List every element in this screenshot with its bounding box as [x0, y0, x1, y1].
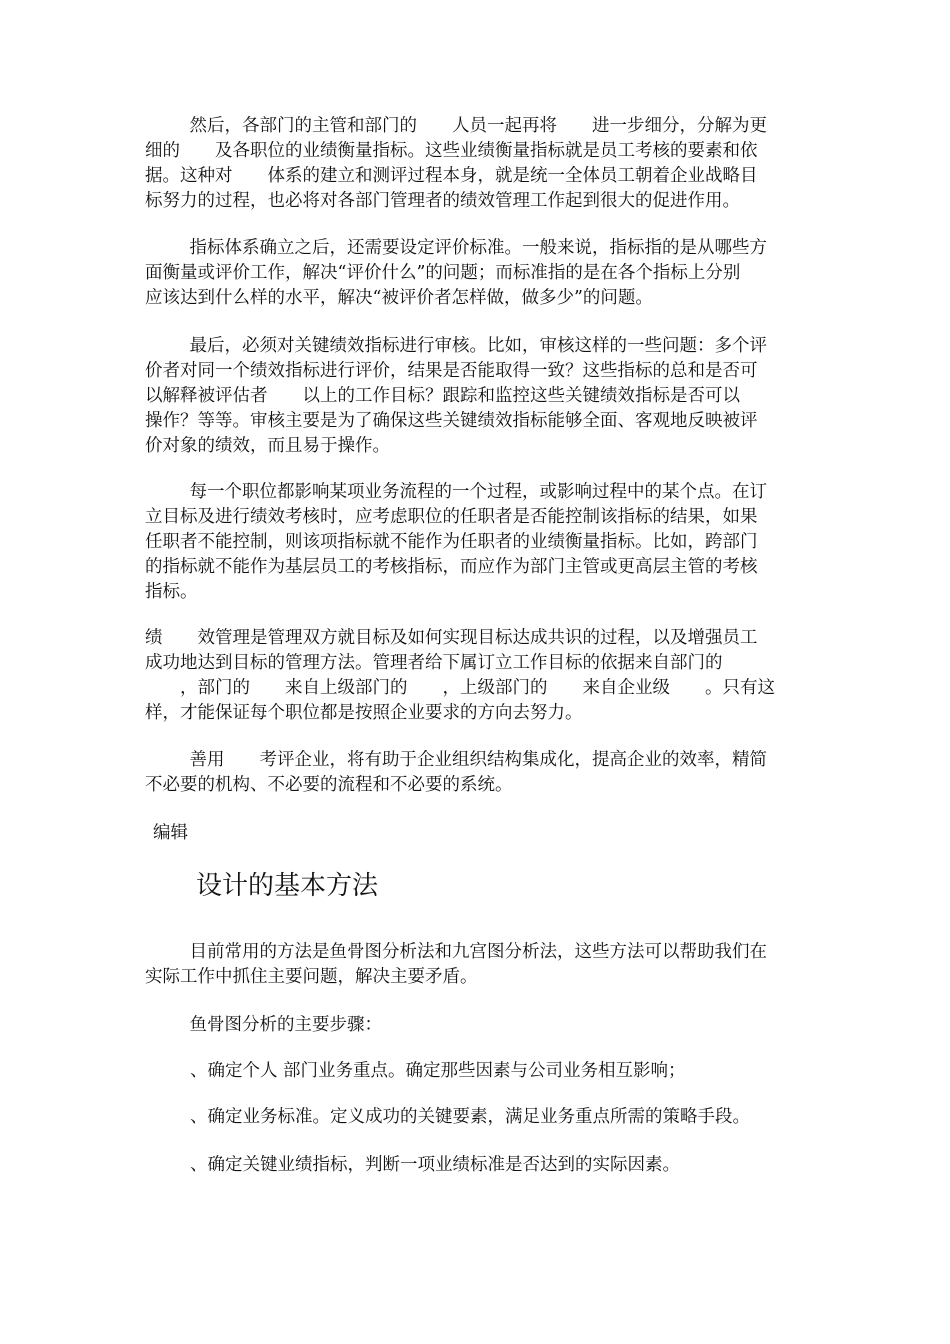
- paragraph-line: 每一个职位都影响某项业务流程的一个过程，或影响过程中的某个点。在订: [145, 482, 767, 502]
- paragraph-line: 最后，必须对关键绩效指标进行审核。比如，审核这样的一些问题：多个评: [145, 336, 767, 356]
- paragraph-line: 实际工作中抓住主要问题，解决主要矛盾。: [145, 967, 478, 987]
- paragraph-line: 任职者不能控制，则该项指标就不能作为任职者的业绩衡量指标。比如，跨部门: [145, 532, 758, 552]
- paragraph-line: 鱼骨图分析的主要步骤：: [145, 1015, 383, 1035]
- step-item-2: 、确定业务标准。定义成功的关键要素，满足业务重点所需的策略手段。: [190, 1107, 750, 1127]
- paragraph-line: 绩 效管理是管理双方就目标及如何实现目标达成共识的过程，以及增强员工: [145, 628, 758, 648]
- intro-paragraph: [145, 940, 813, 990]
- paragraph-line: 价对象的绩效，而且易于操作。: [145, 436, 390, 456]
- paragraph-line: 善用 考评企业，将有助于企业组织结构集成化，提高企业的效率，精简: [145, 750, 767, 770]
- edit-link[interactable]: 编辑: [153, 823, 188, 843]
- paragraph-line: 细的 及各职位的业绩衡量指标。这些业绩衡量指标就是员工考核的要素和依: [145, 141, 758, 161]
- paragraph-line: 样，才能保证每个职位都是按照企业要求的方向去努力。: [145, 703, 583, 723]
- section-heading: 设计的基本方法: [196, 871, 379, 901]
- paragraph-line: 以解释被评估者 以上的工作目标？跟踪和监控这些关键绩效指标是否可以: [145, 386, 740, 406]
- paragraph-line: 面衡量或评价工作，解决“评价什么”的问题；而标准指的是在各个指标上分别: [145, 263, 741, 283]
- paragraph-line: 指标。: [145, 582, 198, 602]
- paragraph-3: [145, 334, 813, 459]
- step-item-3: 、确定关键业绩指标，判断一项业绩标准是否达到的实际因素。: [190, 1155, 680, 1175]
- paragraph-line: 的指标就不能作为基层员工的考核指标，而应作为部门主管或更高层主管的考核: [145, 557, 758, 577]
- step-item-1: 、确定个人 部门业务重点。确定那些因素与公司业务相互影响；: [190, 1061, 686, 1081]
- paragraph-line: 立目标及进行绩效考核时，应考虑职位的任职者是否能控制该指标的结果，如果: [145, 507, 758, 527]
- paragraph-line: 目前常用的方法是鱼骨图分析法和九宫图分析法，这些方法可以帮助我们在: [145, 942, 767, 962]
- paragraph-2: [145, 236, 813, 311]
- paragraph-line: 指标体系确立之后，还需要设定评价标准。一般来说，指标指的是从哪些方: [145, 238, 767, 258]
- paragraph-line: 不必要的机构、不必要的流程和不必要的系统。: [145, 775, 513, 795]
- paragraph-line: 据。这种对 体系的建立和测评过程本身，就是统一全体员工朝着企业战略目: [145, 166, 758, 186]
- paragraph-4: [145, 480, 813, 605]
- paragraph-6: [145, 748, 813, 798]
- paragraph-5: [145, 626, 813, 726]
- steps-title: [145, 1013, 813, 1038]
- paragraph-1: [145, 114, 813, 214]
- paragraph-line: 标努力的过程，也必将对各部门管理者的绩效管理工作起到很大的促进作用。: [145, 191, 740, 211]
- paragraph-line: 价者对同一个绩效指标进行评价，结果是否能取得一致？这些指标的总和是否可: [145, 361, 758, 381]
- paragraph-line: 操作？等等。审核主要是为了确保这些关键绩效指标能够全面、客观地反映被评: [145, 411, 758, 431]
- paragraph-line: 然后，各部门的主管和部门的 人员一起再将 进一步细分，分解为更: [145, 116, 767, 136]
- paragraph-line: 应该达到什么样的水平，解决“被评价者怎样做，做多少”的问题。: [145, 288, 653, 308]
- paragraph-line: ，部门的 来自上级部门的 ，上级部门的 来自企业级 。只有这: [145, 678, 775, 698]
- paragraph-line: 成功地达到目标的管理方法。管理者给下属订立工作目标的依据来自部门的: [145, 653, 723, 673]
